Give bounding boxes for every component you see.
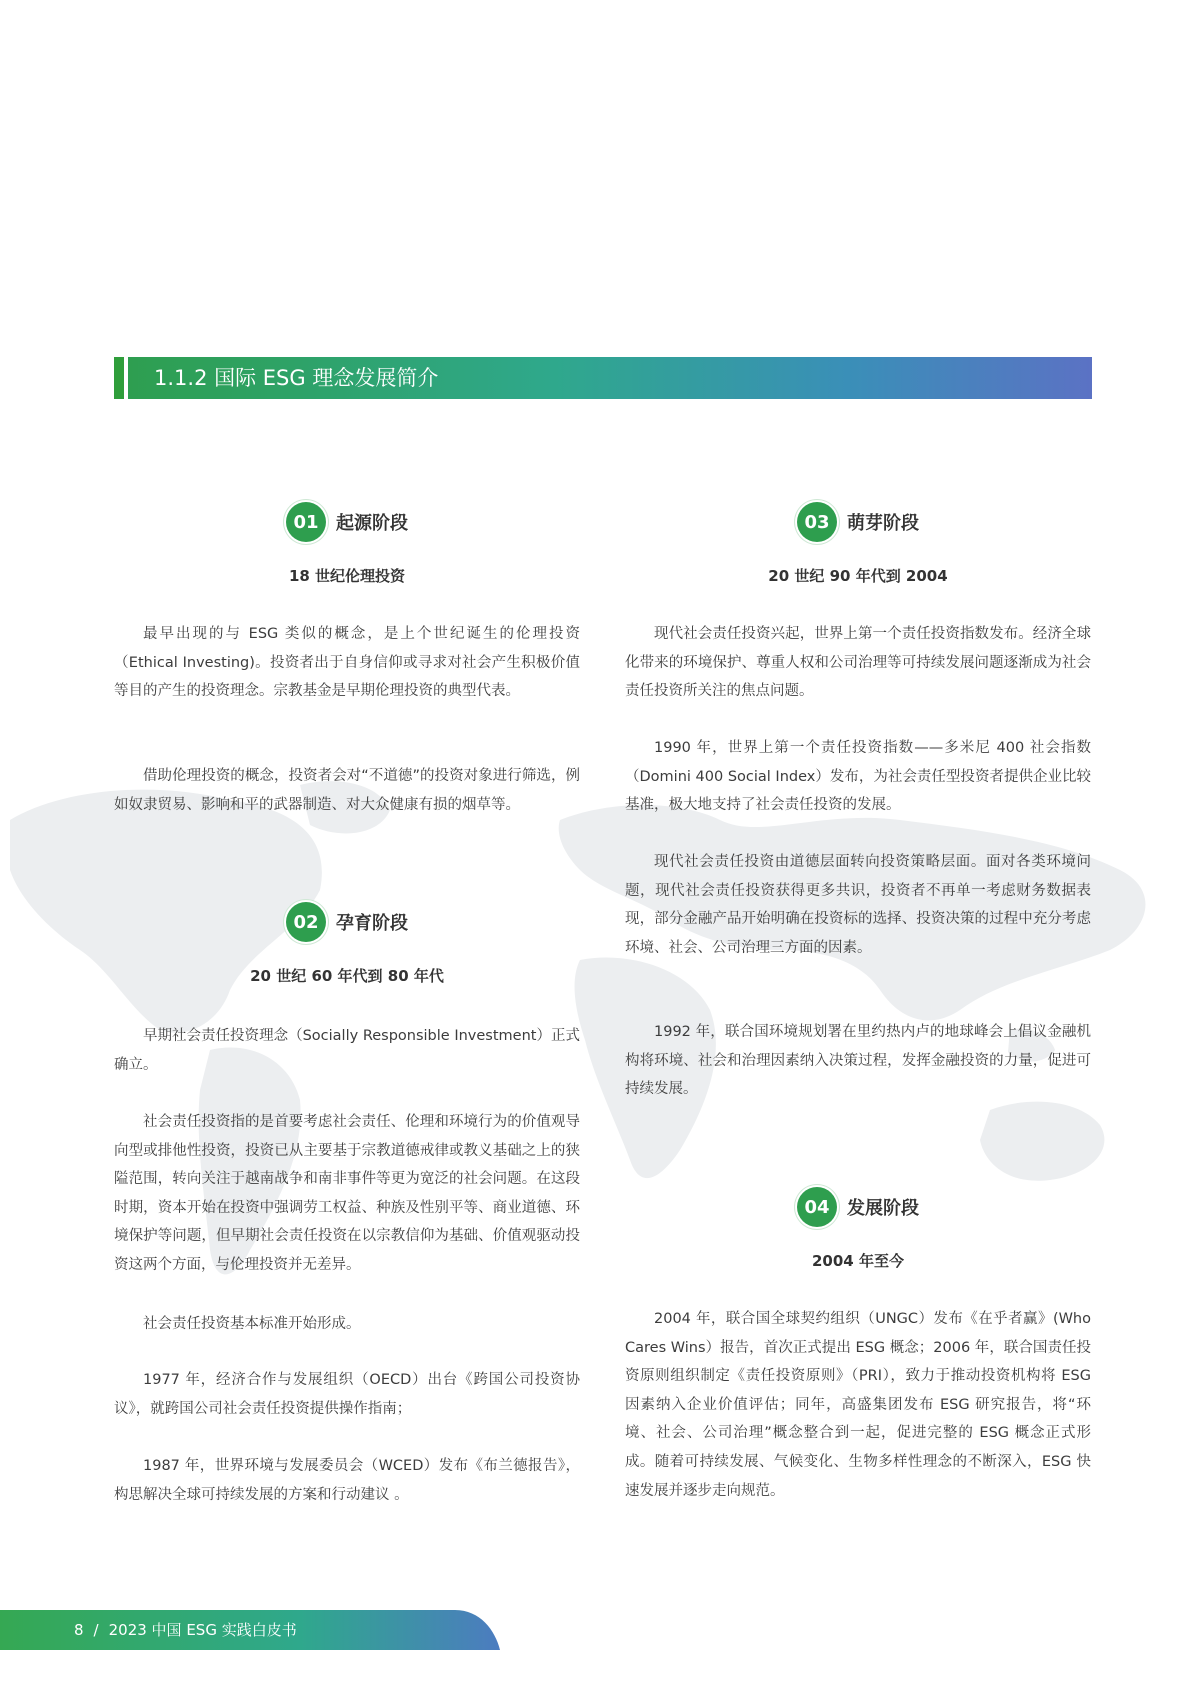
stage-02-subtitle: 20 世纪 60 年代到 80 年代 [250, 967, 444, 985]
stage-04-number-badge: 04 [797, 1187, 837, 1227]
stage-04-header [625, 1185, 1091, 1229]
stage-01-subtitle: 18 世纪伦理投资 [288, 567, 406, 585]
stage-04-subtitle: 2004 年至今 [812, 1252, 904, 1270]
stage-02-title: 孕育阶段 [336, 913, 408, 934]
section-header-bar [114, 357, 1092, 399]
stage-01-title: 起源阶段 [336, 513, 408, 534]
footer-text [74, 1619, 297, 1640]
stage-01-paragraph-1: 最早出现的与 ESG 类似的概念，是上个世纪诞生的伦理投资（Ethical Investing)。投资者出于自身信仰或寻求对社会产生积极价值等目的产生的投资理念。宗教基金是早期伦理投资的典型代表。 [114, 626, 580, 700]
section-header-accent-gap [124, 357, 128, 399]
section-title: 1.1.2 国际 ESG 理念发展简介 [154, 366, 439, 390]
stage-03-title: 萌芽阶段 [847, 513, 919, 534]
stage-03-paragraph-1: 现代社会责任投资兴起，世界上第一个责任投资指数发布。经济全球化带来的环境保护、尊重人权和公司治理等可持续发展问题逐渐成为社会责任投资所关注的焦点问题。 [625, 626, 1091, 700]
stage-04-paragraph-1: 2004 年，联合国全球契约组织（UNGC）发布《在乎者赢》(Who Cares Wins）报告，首次正式提出 ESG 概念；2006 年，联合国责任投资原则组织制定《责任投资原则》（PRI），致力于推动投资机构将 ESG 因素纳入企业价值评估；同年，高盛集团发布 ESG 研究报告，将“环境、社会、公司治理”概念整合到一起，促进完整的 ESG 概念正式形成。随着可持续发展、气候变化、生物多样性理念的不断深入，ESG 快速发展并逐步走向规范。 [625, 1311, 1091, 1499]
stage-02-paragraph-2: 社会责任投资指的是首要考虑社会责任、伦理和环境行为的价值观导向型或排他性投资，投资已从主要基于宗教道德戒律或教义基础之上的狭隘范围，转向关注于越南战争和南非事件等更为宽泛的社会问题。在这段时期，资本开始在投资中强调劳工权益、种族及性别平等、商业道德、环境保护等问题，但早期社会责任投资在以宗教信仰为基础、价值观驱动投资这两个方面，与伦理投资并无差异。 [114, 1114, 580, 1273]
stage-02-paragraph-1: 早期社会责任投资理念（Socially Responsible Investment）正式确立。 [114, 1028, 580, 1073]
stage-02-paragraph-5: 1987 年，世界环境与发展委员会（WCED）发布《布兰德报告》，构思解决全球可持续发展的方案和行动建议 。 [114, 1458, 580, 1503]
footer-separator: / [93, 1621, 99, 1639]
footer-document-title: 2023 中国 ESG 实践白皮书 [108, 1621, 297, 1639]
stage-03-paragraph-4: 1992 年，联合国环境规划署在里约热内卢的地球峰会上倡议金融机构将环境、社会和治理因素纳入决策过程，发挥金融投资的力量，促进可持续发展。 [625, 1024, 1091, 1098]
stage-01-number-badge: 01 [286, 502, 326, 542]
stage-02-paragraph-4: 1977 年，经济合作与发展组织（OECD）出台《跨国公司投资协议》，就跨国公司社会责任投资提供操作指南； [114, 1372, 580, 1417]
stage-03-paragraph-3: 现代社会责任投资由道德层面转向投资策略层面。面对各类环境问题，现代社会责任投资获得更多共识，投资者不再单一考虑财务数据表现，部分金融产品开始明确在投资标的选择、投资决策的过程中充分考虑环境、社会、公司治理三方面的因素。 [625, 854, 1091, 956]
stage-01-paragraph-2: 借助伦理投资的概念，投资者会对“不道德”的投资对象进行筛选，例如奴隶贸易、影响和平的武器制造、对大众健康有损的烟草等。 [114, 768, 580, 813]
stage-02-number-badge: 02 [286, 902, 326, 942]
stage-02-header [114, 900, 580, 944]
stage-01-header [114, 500, 580, 544]
stage-03-number-badge: 03 [797, 502, 837, 542]
footer-page-number: 8 [74, 1621, 84, 1639]
section-header-accent [114, 357, 124, 399]
stage-02-paragraph-3: 社会责任投资基本标准开始形成。 [143, 1316, 361, 1332]
stage-03-paragraph-2: 1990 年，世界上第一个责任投资指数——多米尼 400 社会指数（Domini 400 Social Index）发布，为社会责任型投资者提供企业比较基准，极大地支持了社会责任投资的发展。 [625, 740, 1091, 814]
stage-03-subtitle: 20 世纪 90 年代到 2004 [768, 567, 948, 585]
stage-04-title: 发展阶段 [847, 1198, 919, 1219]
stage-03-header [625, 500, 1091, 544]
